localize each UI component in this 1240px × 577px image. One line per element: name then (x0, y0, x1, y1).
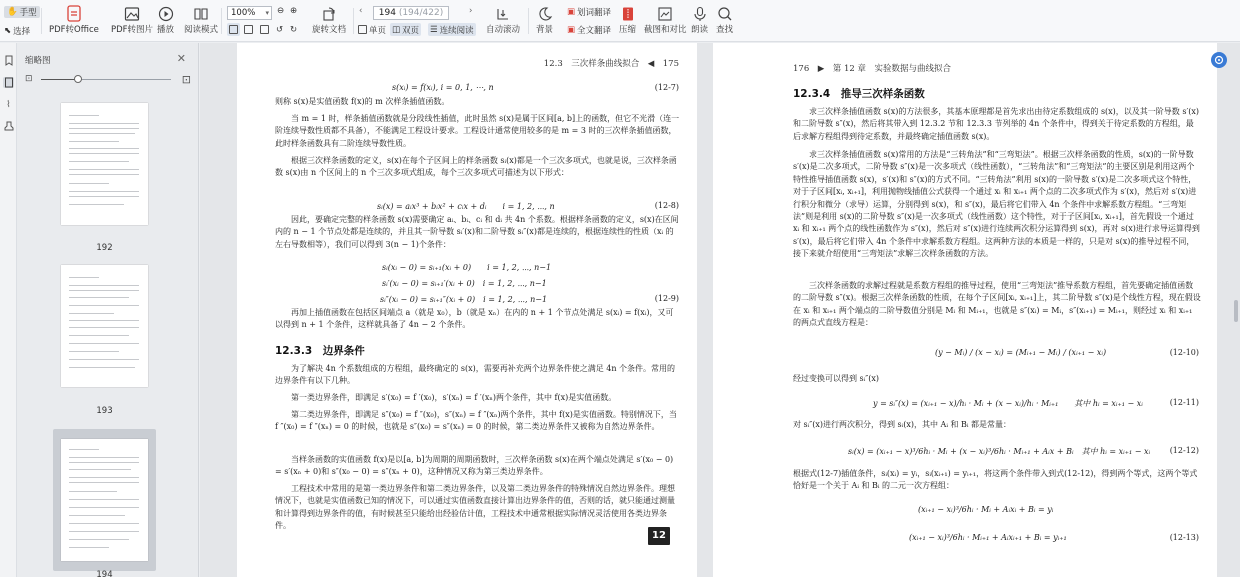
divider (41, 8, 42, 34)
paragraph: 第一类边界条件，即满足 s′(x₀) = f ′(x₀)，s′(xₙ) = f ′(xₙ)两个条件，其中 f(x)是实值函数。 (291, 393, 617, 402)
equation-number: (12-7) (654, 83, 679, 92)
translate-word-button[interactable]: ▣ 划词翻译 (567, 7, 612, 18)
close-icon[interactable]: ✕ (176, 52, 186, 65)
paragraph: 根据式(12-7)插值条件，sᵢ(xᵢ) = yᵢ，sᵢ(xᵢ₊₁) = yᵢ₊₁，将这两个条件带入到式(12-12)，得到两个等式，这两个等式恰好是一个关于 Aᵢ 和 Bᵢ 的二元一次方程组： (793, 469, 1198, 491)
fit-width-button[interactable] (244, 23, 253, 36)
large-image-icon: ⊡ (181, 73, 191, 86)
paragraph: 求三次样条插值函数 s(x)的方法很多，其基本原理都是首先求出由待定系数组成的 s(x)，以及其一阶导数 s′(x)和二阶导数 s″(x)，然后将其带入到 12.3.2 节和 12.3.3 节列举的 4n 个条件中，得到关于待定系数的方程组，最后求解方程组得到待定系数，并最终确定插值函数 s(x)。 (793, 107, 1200, 141)
screenshot-compare-button[interactable]: 截图和对比 (644, 4, 687, 38)
thumbnail-page[interactable] (61, 265, 148, 387)
hand-tool-button[interactable]: ✋ 手型 (4, 6, 40, 18)
chevron-right-icon: › (469, 6, 473, 16)
equation: sᵢ(xᵢ − 0) = sᵢ₊₁(xᵢ + 0) i = 1, 2, ⋯, n−1 (382, 263, 552, 272)
screenshot-icon (657, 4, 673, 23)
continuous-reading-button[interactable]: ☰ 连续阅读 (430, 24, 474, 36)
attachment-button[interactable] (3, 99, 14, 110)
thumbnail-button[interactable] (3, 77, 14, 88)
equation-number: (12-9) (654, 294, 679, 303)
paragraph: 为了解决 4n 个系数组成的方程组，最终确定的 s(x)，需要再补充两个边界条件使之满足 4n 个条件。常用的边界条件有以下几种。 (275, 364, 676, 386)
thumbnail-size-slider[interactable] (25, 74, 191, 86)
assistant-icon (1214, 55, 1224, 65)
document-scrollbar[interactable] (1234, 300, 1238, 322)
paragraph: 当 m = 1 时，样条插值函数就是分段线性插值，此时虽然 s(x)是属于区间[a, b]上的函数，但它不光滑（连一阶连续导数性质都不具备），不能满足工程设计要求。工程设计通常使用较多的是 m = 3 时的三次样条插值函数，此时样条函数具有二阶连续导数性质。 (275, 114, 680, 148)
chevron-down-icon: ▾ (265, 9, 269, 17)
single-page-icon (358, 25, 367, 34)
paragraph: 当样条函数的实值函数 f(x)是以[a, b]为周期的周期函数时，三次样条函数 s(x)在两个端点处满足 s′(x₀ − 0) = s′(xₙ + 0)和 s″(x₀ − 0) = s″(xₙ + 0)，这种情况又称为第三类边界条件。 (275, 455, 674, 477)
thumbnail-label: 192 (96, 243, 113, 253)
find-button[interactable]: 查找 (716, 4, 733, 38)
prev-page-button[interactable] (359, 6, 362, 16)
thumbnail-icon (4, 77, 14, 88)
translate-icon: ▣ (567, 7, 576, 17)
paragraph: 再加上插值函数在包括区间端点 a（就是 x₀），b（就是 xₙ）在内的 n + 1 个节点处满足 s(xᵢ) = f(xᵢ)，又可以得到 n + 1 个条件，这样就具备了 4n − 2 个条件。 (275, 308, 674, 330)
pdf-to-image-button[interactable]: PDF转图片 (111, 4, 153, 38)
equation-number: (12-11) (1169, 398, 1199, 407)
equation: sᵢ(x) = aᵢx³ + bᵢx² + cᵢx + dᵢ i = 1, 2, ⋯, n (377, 202, 555, 211)
compress-button[interactable]: 压缩 (619, 4, 636, 38)
auto-scroll-button[interactable]: 自动滚动 (486, 4, 520, 38)
paragraph: 第二类边界条件，即满足 s″(x₀) = f ″(x₀)，s″(xₙ) = f ″(xₙ)两个条件，其中 f(x)是实值函数。特别情况下，当 f ″(x₀) = f ″(xₙ) = 0 的时候，也就是 s″(x₀) = s″(xₙ) = 0 的时候，第二类边界条件又被称为自然边界条件。 (275, 410, 677, 432)
paragraph: 对 sᵢ″(x)进行两次积分，得到 sᵢ(x)，其中 Aᵢ 和 Bᵢ 都是常量： (793, 420, 1012, 429)
stamp-icon (4, 121, 14, 132)
paragraph: 经过变换可以得到 sᵢ″(x) (793, 374, 879, 383)
equation: y = sᵢ″(x) = (xᵢ₊₁ − x)/hᵢ · Mᵢ + (x − xᵢ)/hᵢ · Mᵢ₊₁ 其中 hᵢ = xᵢ₊₁ − xᵢ (873, 399, 1143, 408)
panel-title: 缩略图 (25, 56, 51, 66)
rotate-icon (321, 4, 337, 23)
equation: (xᵢ₊₁ − xᵢ)³/6hᵢ · Mᵢ₊₁ + Aᵢxᵢ₊₁ + Bᵢ = yᵢ₊₁ (909, 533, 1067, 542)
assistant-button[interactable] (1211, 52, 1227, 68)
divider (221, 8, 222, 34)
rotate-left-icon: ↺ (276, 24, 284, 35)
rotate-left-button[interactable] (276, 23, 283, 36)
paragraph: 求三次样条插值函数 s(x)常用的方法是“三转角法”和“三弯矩法”。根据三次样条函数的性质，s(x)的一阶导数 s′(x)是二次多项式，二阶导数 s″(x)是一次多项式（线性函数），“三转角法”和“三弯矩法”的主要区别是利用这两个特性推导插值函数 s(x)，s′(x)和 s″(x)的方式不同。“三转角法”利用 s(x)的一阶导数 s′(x)是二次多项式这个特性，对于子区间[xᵢ, xᵢ₊₁]，利用抛物线插值公式获得一个通过 xᵢ 和 xᵢ₊₁ 两个点的二次多项式作为 s′(x)，然后对 s′(x)进行积分和微分（求导）运算，分别得到 s(x)，和 s″(x)，最后将它们带入 4n 个条件中求解系数方程组。“三弯矩法”则是利用 s(x)的二阶导数 s″(x)是一次多项式（线性函数）这个特性，对于子区间[xᵢ, xᵢ₊₁]，首先假设一个通过 xᵢ 和 xᵢ₊₁ 两个点的线性函数作为 s″(x)，然后对 s″(x)进行连续两次积分运算得到 s(x)，再对 s(x)进行求导运算得到 s′(x)，最后将它们带入 4n 个条件中求解系数方程组。这两种方法的本质是一样的，只是对 s(x)的推导过程不同，接下来就介绍使用“三弯矩法”求解三次样条函数的方法。 (793, 150, 1200, 259)
actual-size-button[interactable] (260, 23, 269, 36)
paragraph: 工程技术中常用的是第一类边界条件和第二类边界条件，以及第二类边界条件的特殊情况自然边界条件。理想情况下，也就是实值函数已知的情况下，可以通过实值函数直接计算出边界条件的值，否则的话，就只能通过测量和计算得到边界条件的值，有时候甚至只能给出经验估计值，工程技术中通常根据实际情况灵活使用各类边界条件。 (275, 484, 675, 531)
thumbnail-label: 194 (96, 570, 113, 577)
side-rail (0, 43, 17, 577)
equation-number: (12-13) (1169, 533, 1199, 542)
thumbnail-panel (17, 43, 199, 577)
equation: sᵢ′(xᵢ − 0) = sᵢ₊₁′(xᵢ + 0) i = 1, 2, ⋯, n−1 (382, 279, 547, 288)
paragraph: 根据三次样条函数的定义，s(x)在每个子区间上的样条函数 sᵢ(x)都是一个三次多项式，也就是说，三次样条函数 s(x)由 n 个区间上的 n 个三次多项式组成，每个三次多项式可描述为以下形式： (275, 156, 677, 178)
section-heading: 12.3.3 边界条件 (275, 345, 365, 357)
fit-page-button[interactable] (227, 23, 240, 36)
zoom-in-button[interactable] (290, 6, 297, 16)
compress-icon (620, 4, 636, 23)
document-page-right (713, 43, 1217, 577)
paragraph: 因此，要确定完整的样条函数 s(x)需要确定 aᵢ、bᵢ、cᵢ 和 dᵢ 共 4n 个系数。根据样条函数的定义，s(x)在区间内的 n − 1 个节点处都是连续的，并且其一阶导数 sᵢ′(x)和二阶导数 sᵢ″(x)都是连续的，根据连续性的性质（xᵢ 的左右导数相等），我们可以得到 3(n − 1)个条件： (275, 215, 679, 249)
zoom-out-button[interactable] (277, 6, 284, 16)
play-icon (158, 4, 174, 23)
page-header: 176 ▶ 第 12 章 实验数据与曲线拟合 (793, 64, 951, 74)
chevron-left-icon: ‹ (359, 6, 363, 16)
section-heading: 12.3.4 推导三次样条函数 (793, 88, 925, 100)
thumbnail-page[interactable] (61, 103, 148, 225)
equation-number: (12-8) (654, 201, 679, 210)
continuous-icon: ☰ (430, 24, 438, 35)
pdf-to-office-button[interactable]: PDF转Office (49, 4, 99, 38)
document-canvas (200, 43, 1240, 577)
bookmark-icon (4, 55, 14, 66)
double-page-icon: ◫ (392, 24, 401, 35)
chapter-badge: 12 (648, 527, 670, 545)
thumbnail-label: 193 (96, 406, 113, 416)
microphone-icon (692, 4, 708, 23)
stamp-button[interactable] (3, 121, 14, 132)
equation-number: (12-12) (1169, 446, 1199, 455)
paragraph: 三次样条函数的求解过程就是系数方程组的推导过程，使用“三弯矩法”推导系数方程组，首先要确定插值函数的二阶导数 s″(x)。根据三次样条函数的性质，在每个子区间[xᵢ, xᵢ₊₁]上，其二阶导数 s″(x)是个线性方程，现在假设在 xᵢ 和 xᵢ₊₁ 两个端点的二阶导数值分别是 Mᵢ 和 Mᵢ₊₁，也就是 s″(xᵢ) = Mᵢ，s″(xᵢ₊₁) = Mᵢ₊₁，则经过 xᵢ 和 xᵢ₊₁ 的两点式直线方程是： (793, 281, 1201, 328)
rotate-right-button[interactable] (290, 23, 297, 36)
reader-mode-button[interactable]: 阅读模式 (184, 4, 218, 38)
divider (353, 8, 354, 34)
play-button[interactable]: 播放 (157, 4, 174, 38)
read-aloud-button[interactable]: 朗读 (691, 4, 708, 38)
equation: (y − Mᵢ) / (x − xᵢ) = (Mᵢ₊₁ − Mᵢ) / (xᵢ₊₁ − xᵢ) (935, 348, 1107, 357)
zoom-out-icon: ⊖ (277, 6, 285, 16)
next-page-button[interactable] (469, 6, 472, 16)
full-translate-icon: ▣ (567, 25, 576, 35)
equation: sᵢ″(xᵢ − 0) = sᵢ₊₁″(xᵢ + 0) i = 1, 2, ⋯, n−1 (380, 295, 548, 304)
bookmark-button[interactable] (3, 55, 14, 66)
thumbnail-page-current[interactable] (61, 439, 148, 561)
slider-fill (41, 79, 77, 80)
select-tool-button[interactable]: ⬉ 选择 (4, 26, 31, 37)
paragraph: 则称 s(x)是实值函数 f(x)的 m 次样条插值函数。 (275, 97, 450, 106)
small-image-icon: ⊡ (25, 74, 33, 84)
document-page-left (237, 43, 697, 577)
double-page-button[interactable]: ◫ 双页 (392, 24, 420, 36)
translate-full-button[interactable]: ▣ 全文翻译 (567, 25, 612, 36)
pdf-convert-icon (66, 4, 82, 23)
rotate-right-icon: ↻ (290, 24, 298, 35)
slider-handle[interactable] (74, 75, 82, 83)
image-icon (124, 4, 140, 23)
hand-icon: ✋ (7, 7, 18, 17)
rotate-document-button[interactable]: 旋转文档 (312, 4, 346, 38)
single-page-button[interactable]: 单页 (358, 23, 386, 36)
auto-scroll-icon (495, 4, 511, 23)
search-icon (717, 4, 733, 23)
book-icon (193, 4, 209, 23)
divider (528, 8, 529, 34)
equation: sᵢ(x) = (xᵢ₊₁ − x)³/6hᵢ · Mᵢ + (x − xᵢ)³/6hᵢ · Mᵢ₊₁ + Aᵢx + Bᵢ 其中 hᵢ = xᵢ₊₁ − xᵢ (848, 447, 1151, 456)
background-button[interactable]: 背景 (536, 4, 553, 38)
fit-width-icon (244, 25, 253, 34)
actual-size-icon (260, 25, 269, 34)
fit-page-icon (229, 25, 238, 34)
moon-icon (537, 4, 553, 23)
page-number-input[interactable]: 194 (194/422) (373, 6, 449, 20)
cursor-icon: ⬉ (4, 26, 12, 36)
equation: s(xᵢ) = f(xᵢ), i = 0, 1, ⋯, n (392, 83, 494, 92)
equation: (xᵢ₊₁ − xᵢ)³/6hᵢ · Mᵢ + Aᵢxᵢ + Bᵢ = yᵢ (918, 505, 1054, 514)
zoom-select[interactable]: 100% ▾ (227, 6, 272, 20)
equation-number: (12-10) (1169, 348, 1199, 357)
toolbar (0, 0, 1240, 42)
paperclip-icon: ⌇ (6, 99, 11, 110)
zoom-in-icon: ⊕ (290, 6, 298, 16)
page-header: 12.3 三次样条曲线拟合 ◀ 175 (543, 59, 679, 69)
